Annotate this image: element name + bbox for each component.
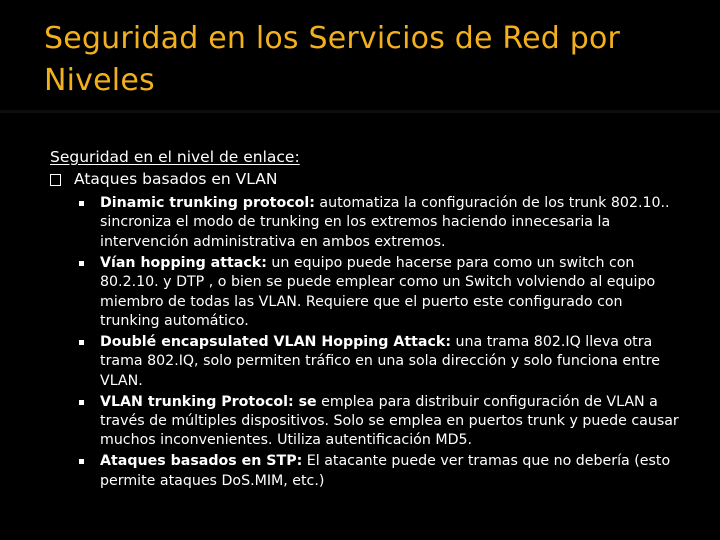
list-item — [78, 254, 684, 332]
item-text: El atacante puede ver tramas que no debería (esto permite ataques DoS.MIM, etc.) — [100, 453, 671, 489]
square-bullet-icon — [79, 261, 84, 266]
list-item — [78, 452, 684, 491]
list-item — [78, 333, 684, 391]
level1-bullet-label: Ataques basados en VLAN — [74, 170, 278, 188]
item-text: una trama 802.IQ lleva otra trama 802.IQ, solo permiten tráfico en una sola dirección y solo funciona entre VLAN. — [100, 333, 660, 389]
square-bullet-icon — [79, 400, 84, 405]
item-text: emplea para distribuir configuración de VLAN a través de múltiples dispositivos. Solo se emplea en puertos trunk y puede causar muchos inconvenientes. Utiliza autentificación MD5. — [100, 393, 679, 449]
item-term: Vían hopping attack: — [100, 254, 267, 271]
item-term: Doublé encapsulated VLAN Hopping Attack: — [100, 333, 451, 350]
item-term: Ataques basados en STP: — [100, 453, 303, 470]
item-term: VLAN trunking Protocol: se — [100, 393, 317, 410]
item-text: un equipo puede hacerse para como un switch con 80.2.10. y DTP , o bien se puede emplear como un Switch volviendo al equipo miembro de todas las VLAN. Requiere que el puerto este configurado con trunking automático. — [100, 254, 656, 329]
checkbox-bullet-icon — [50, 174, 61, 186]
item-text: automatiza la configuración de los trunk 802.10.. sincroniza el modo de trunking en los extremos haciendo innecesaria la intervención administrativa en ambos extremos. — [100, 195, 670, 250]
section-heading: Seguridad en el nivel de enlace: — [50, 148, 300, 166]
item-term: Dinamic trunking protocol: — [100, 195, 315, 211]
slide-title: Seguridad en los Servicios de Red por Niveles — [44, 21, 621, 98]
list-item — [78, 393, 684, 451]
square-bullet-icon — [79, 459, 84, 464]
level1-bullet-item — [50, 169, 277, 189]
square-bullet-icon — [79, 340, 84, 345]
square-bullet-icon — [79, 201, 84, 206]
attack-list — [78, 194, 684, 493]
list-item — [78, 194, 684, 252]
